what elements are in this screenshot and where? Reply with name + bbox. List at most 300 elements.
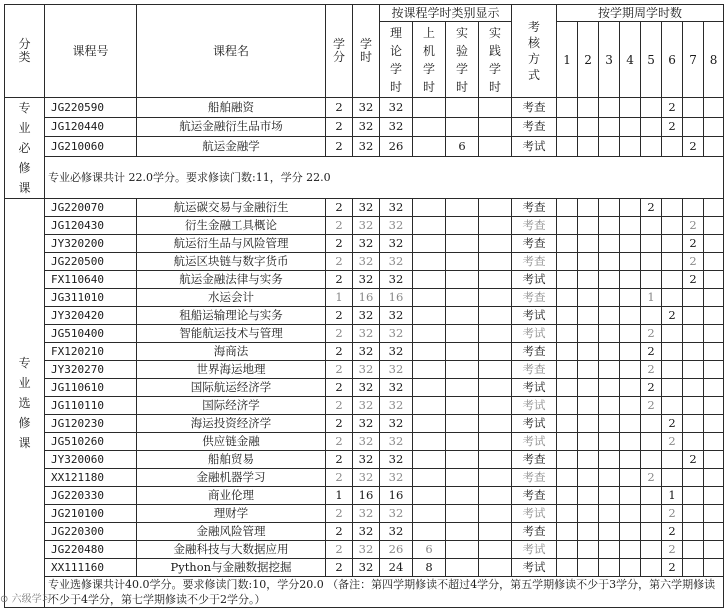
course-sem-6-hours [662, 325, 683, 343]
course-sem-8-hours [704, 451, 724, 469]
course-sem-2-hours [578, 451, 599, 469]
course-theory-hours: 32 [380, 235, 413, 253]
course-sem-4-hours [620, 289, 641, 307]
course-theory-hours: 32 [380, 415, 413, 433]
course-practice-hours [479, 523, 512, 541]
course-sem-7-hours [683, 199, 704, 217]
course-theory-hours: 32 [380, 397, 413, 415]
course-sem-4-hours [620, 541, 641, 559]
course-credit: 2 [326, 343, 353, 361]
course-hours: 32 [353, 253, 380, 271]
header-hours: 学时 [353, 5, 380, 98]
table-row [5, 559, 724, 577]
course-lab-hours [446, 397, 479, 415]
course-sem-8-hours [704, 415, 724, 433]
course-lab-hours [446, 379, 479, 397]
course-sem-3-hours [599, 343, 620, 361]
course-sem-8-hours [704, 505, 724, 523]
header-sem-8: 8 [704, 22, 724, 98]
course-sem-1-hours [557, 469, 578, 487]
table-row [5, 523, 724, 541]
course-exam-method: 考查 [512, 451, 557, 469]
course-computer-hours [413, 235, 446, 253]
course-sem-2-hours [578, 199, 599, 217]
course-lab-hours [446, 361, 479, 379]
course-theory-hours: 32 [380, 505, 413, 523]
course-sem-4-hours [620, 433, 641, 451]
header-credit: 学分 [326, 5, 353, 98]
table-row [5, 433, 724, 451]
course-sem-5-hours [641, 487, 662, 505]
course-hours: 32 [353, 523, 380, 541]
course-practice-hours [479, 98, 512, 118]
course-sem-7-hours [683, 98, 704, 118]
course-sem-1-hours [557, 217, 578, 235]
course-sem-5-hours: 2 [641, 325, 662, 343]
course-sem-1-hours [557, 523, 578, 541]
course-computer-hours: 6 [413, 541, 446, 559]
course-sem-4-hours [620, 559, 641, 577]
course-credit: 2 [326, 397, 353, 415]
course-exam-method: 考试 [512, 505, 557, 523]
course-sem-2-hours [578, 559, 599, 577]
course-theory-hours: 32 [380, 379, 413, 397]
table-row [5, 98, 724, 118]
course-name: 金融风险管理 [137, 523, 326, 541]
course-sem-3-hours [599, 379, 620, 397]
header-sem-7: 7 [683, 22, 704, 98]
course-sem-7-hours: 2 [683, 217, 704, 235]
course-hours: 32 [353, 433, 380, 451]
course-practice-hours [479, 217, 512, 235]
course-sem-1-hours [557, 379, 578, 397]
course-sem-6-hours: 1 [662, 487, 683, 505]
course-practice-hours [479, 397, 512, 415]
course-lab-hours: 6 [446, 137, 479, 157]
course-sem-3-hours [599, 117, 620, 137]
course-theory-hours: 26 [380, 541, 413, 559]
course-name: 金融科技与大数据应用 [137, 541, 326, 559]
table-row [5, 137, 724, 157]
course-sem-7-hours [683, 469, 704, 487]
course-sem-6-hours [662, 199, 683, 217]
course-code: JG220070 [45, 199, 137, 217]
course-exam-method: 考试 [512, 137, 557, 157]
course-code: XX111160 [45, 559, 137, 577]
course-sem-1-hours [557, 235, 578, 253]
course-theory-hours: 16 [380, 487, 413, 505]
header-code: 课程号 [45, 5, 137, 98]
course-code: JG220590 [45, 98, 137, 118]
course-sem-3-hours [599, 137, 620, 157]
table-row [5, 451, 724, 469]
course-exam-method: 考试 [512, 271, 557, 289]
course-credit: 2 [326, 199, 353, 217]
course-name: 航运金融衍生品市场 [137, 117, 326, 137]
course-lab-hours [446, 253, 479, 271]
course-exam-method: 考查 [512, 343, 557, 361]
course-practice-hours [479, 433, 512, 451]
course-sem-1-hours [557, 487, 578, 505]
course-sem-5-hours [641, 541, 662, 559]
course-sem-5-hours: 1 [641, 289, 662, 307]
course-credit: 2 [326, 505, 353, 523]
course-name: 商业伦理 [137, 487, 326, 505]
course-sem-8-hours [704, 469, 724, 487]
course-code: XX121180 [45, 469, 137, 487]
course-practice-hours [479, 271, 512, 289]
course-sem-2-hours [578, 541, 599, 559]
course-sem-1-hours [557, 361, 578, 379]
course-code: JY320060 [45, 451, 137, 469]
course-sem-2-hours [578, 117, 599, 137]
course-exam-method: 考试 [512, 397, 557, 415]
course-exam-method: 考查 [512, 235, 557, 253]
course-sem-3-hours [599, 451, 620, 469]
course-sem-7-hours [683, 343, 704, 361]
course-sem-3-hours [599, 505, 620, 523]
course-sem-5-hours: 2 [641, 397, 662, 415]
course-theory-hours: 32 [380, 98, 413, 118]
course-practice-hours [479, 235, 512, 253]
course-practice-hours [479, 451, 512, 469]
course-sem-1-hours [557, 415, 578, 433]
course-theory-hours: 32 [380, 451, 413, 469]
course-lab-hours [446, 433, 479, 451]
course-practice-hours [479, 379, 512, 397]
course-sem-2-hours [578, 137, 599, 157]
course-hours: 32 [353, 98, 380, 118]
course-name: Python与金融数据挖掘 [137, 559, 326, 577]
header-sem-1: 1 [557, 22, 578, 98]
course-hours: 32 [353, 379, 380, 397]
course-code: JG120440 [45, 117, 137, 137]
required-summary: 专业必修课共计 22.0学分。要求修读门数:11，学分 22.0 [45, 156, 724, 198]
course-sem-5-hours: 2 [641, 361, 662, 379]
course-sem-6-hours: 2 [662, 559, 683, 577]
course-credit: 2 [326, 451, 353, 469]
course-sem-2-hours [578, 271, 599, 289]
course-sem-4-hours [620, 253, 641, 271]
course-practice-hours [479, 559, 512, 577]
course-name: 国际经济学 [137, 397, 326, 415]
course-credit: 2 [326, 98, 353, 118]
course-lab-hours [446, 343, 479, 361]
course-sem-5-hours: 2 [641, 343, 662, 361]
course-sem-8-hours [704, 307, 724, 325]
course-sem-8-hours [704, 541, 724, 559]
course-name: 理财学 [137, 505, 326, 523]
course-sem-1-hours [557, 397, 578, 415]
header-exam: 考核方式 [512, 5, 557, 98]
elective-summary: 专业选修课共计40.0学分。要求修读门数:10，学分20.0 （备注：第四学期修读不超过4学分，第五学期修读不少于3学分，第六学期修读不少于4学分，第七学期修读不少于2学分。） [45, 577, 724, 608]
course-sem-8-hours [704, 98, 724, 118]
course-sem-3-hours [599, 289, 620, 307]
course-sem-5-hours [641, 307, 662, 325]
course-sem-3-hours [599, 253, 620, 271]
course-sem-7-hours [683, 397, 704, 415]
course-theory-hours: 32 [380, 433, 413, 451]
course-credit: 2 [326, 137, 353, 157]
table-row [5, 235, 724, 253]
course-sem-7-hours [683, 505, 704, 523]
course-hours: 32 [353, 117, 380, 137]
course-hours: 32 [353, 137, 380, 157]
course-computer-hours [413, 361, 446, 379]
course-computer-hours [413, 137, 446, 157]
course-sem-1-hours [557, 271, 578, 289]
header-sem-4: 4 [620, 22, 641, 98]
course-exam-method: 考试 [512, 559, 557, 577]
course-computer-hours [413, 307, 446, 325]
course-sem-3-hours [599, 469, 620, 487]
course-practice-hours [479, 325, 512, 343]
table-row [5, 487, 724, 505]
course-sem-2-hours [578, 397, 599, 415]
course-hours: 32 [353, 361, 380, 379]
course-sem-8-hours [704, 487, 724, 505]
course-sem-4-hours [620, 137, 641, 157]
course-code: JG120430 [45, 217, 137, 235]
course-sem-3-hours [599, 541, 620, 559]
course-exam-method: 考查 [512, 253, 557, 271]
course-sem-8-hours [704, 217, 724, 235]
course-sem-8-hours [704, 117, 724, 137]
course-exam-method: 考查 [512, 487, 557, 505]
course-name: 世界海运地理 [137, 361, 326, 379]
course-sem-4-hours [620, 343, 641, 361]
course-code: JG510260 [45, 433, 137, 451]
course-hours: 32 [353, 235, 380, 253]
course-lab-hours [446, 469, 479, 487]
course-theory-hours: 32 [380, 469, 413, 487]
course-sem-7-hours: 2 [683, 253, 704, 271]
course-sem-2-hours [578, 235, 599, 253]
course-sem-3-hours [599, 325, 620, 343]
course-hours: 32 [353, 343, 380, 361]
elective-summary-row [5, 577, 724, 608]
course-practice-hours [479, 289, 512, 307]
course-practice-hours [479, 361, 512, 379]
header-sem-6: 6 [662, 22, 683, 98]
course-sem-1-hours [557, 451, 578, 469]
watermark-icon: ⊙ [0, 594, 9, 605]
course-code: JG110110 [45, 397, 137, 415]
course-exam-method: 考查 [512, 98, 557, 118]
course-sem-1-hours [557, 433, 578, 451]
course-sem-2-hours [578, 487, 599, 505]
course-sem-3-hours [599, 361, 620, 379]
course-theory-hours: 32 [380, 523, 413, 541]
course-sem-4-hours [620, 271, 641, 289]
course-sem-7-hours: 2 [683, 271, 704, 289]
course-sem-1-hours [557, 289, 578, 307]
course-sem-1-hours [557, 559, 578, 577]
course-sem-3-hours [599, 271, 620, 289]
course-computer-hours [413, 469, 446, 487]
course-exam-method: 考查 [512, 217, 557, 235]
course-theory-hours: 16 [380, 289, 413, 307]
course-name: 航运金融学 [137, 137, 326, 157]
course-lab-hours [446, 487, 479, 505]
course-lab-hours [446, 523, 479, 541]
course-computer-hours [413, 451, 446, 469]
course-sem-5-hours [641, 523, 662, 541]
course-code: JG220480 [45, 541, 137, 559]
course-sem-7-hours [683, 325, 704, 343]
course-sem-8-hours [704, 253, 724, 271]
course-computer-hours [413, 98, 446, 118]
table-row [5, 397, 724, 415]
course-practice-hours [479, 541, 512, 559]
course-sem-8-hours [704, 397, 724, 415]
course-sem-5-hours [641, 433, 662, 451]
header-row-top [5, 5, 724, 22]
course-computer-hours [413, 289, 446, 307]
course-name: 供应链金融 [137, 433, 326, 451]
course-code: JG510400 [45, 325, 137, 343]
course-sem-1-hours [557, 541, 578, 559]
course-sem-8-hours [704, 325, 724, 343]
header-sem-5: 5 [641, 22, 662, 98]
course-sem-7-hours [683, 433, 704, 451]
course-sem-3-hours [599, 397, 620, 415]
course-computer-hours [413, 271, 446, 289]
course-credit: 2 [326, 559, 353, 577]
curriculum-table [4, 4, 723, 608]
required-category-cell [5, 98, 45, 199]
course-sem-4-hours [620, 487, 641, 505]
course-sem-4-hours [620, 98, 641, 118]
course-sem-6-hours: 2 [662, 433, 683, 451]
table-row [5, 117, 724, 137]
course-code: JG120230 [45, 415, 137, 433]
course-computer-hours [413, 505, 446, 523]
table-row [5, 307, 724, 325]
course-computer-hours: 8 [413, 559, 446, 577]
header-name: 课程名 [137, 5, 326, 98]
course-name: 智能航运技术与管理 [137, 325, 326, 343]
course-sem-5-hours [641, 137, 662, 157]
course-sem-7-hours [683, 361, 704, 379]
course-sem-7-hours [683, 289, 704, 307]
table-row [5, 343, 724, 361]
course-name: 航运区块链与数字货币 [137, 253, 326, 271]
table-row [5, 217, 724, 235]
course-computer-hours [413, 487, 446, 505]
course-exam-method: 考试 [512, 307, 557, 325]
course-sem-1-hours [557, 307, 578, 325]
course-name: 海运投资经济学 [137, 415, 326, 433]
table-row [5, 253, 724, 271]
course-computer-hours [413, 523, 446, 541]
course-practice-hours [479, 343, 512, 361]
course-sem-6-hours [662, 217, 683, 235]
course-sem-2-hours [578, 253, 599, 271]
course-sem-3-hours [599, 487, 620, 505]
course-sem-1-hours [557, 117, 578, 137]
course-exam-method: 考查 [512, 199, 557, 217]
course-sem-7-hours [683, 415, 704, 433]
course-theory-hours: 24 [380, 559, 413, 577]
course-sem-6-hours [662, 343, 683, 361]
course-sem-6-hours: 2 [662, 117, 683, 137]
course-sem-1-hours [557, 137, 578, 157]
course-sem-8-hours [704, 559, 724, 577]
course-sem-2-hours [578, 433, 599, 451]
course-computer-hours [413, 199, 446, 217]
course-computer-hours [413, 397, 446, 415]
watermark-logo [0, 590, 52, 605]
course-sem-1-hours [557, 253, 578, 271]
course-name: 海商法 [137, 343, 326, 361]
course-computer-hours [413, 217, 446, 235]
header-category: 分类 [5, 5, 45, 98]
course-sem-5-hours: 2 [641, 379, 662, 397]
course-sem-7-hours: 2 [683, 451, 704, 469]
course-hours: 32 [353, 469, 380, 487]
course-sem-6-hours: 2 [662, 523, 683, 541]
course-practice-hours [479, 199, 512, 217]
course-sem-7-hours [683, 559, 704, 577]
course-name: 衍生金融工具概论 [137, 217, 326, 235]
course-lab-hours [446, 199, 479, 217]
course-sem-8-hours [704, 433, 724, 451]
course-sem-6-hours [662, 235, 683, 253]
course-sem-3-hours [599, 217, 620, 235]
course-sem-4-hours [620, 117, 641, 137]
course-sem-5-hours: 2 [641, 199, 662, 217]
course-sem-2-hours [578, 415, 599, 433]
course-sem-2-hours [578, 343, 599, 361]
table-row [5, 415, 724, 433]
course-sem-1-hours [557, 199, 578, 217]
course-exam-method: 考试 [512, 433, 557, 451]
course-sem-3-hours [599, 523, 620, 541]
course-hours: 32 [353, 415, 380, 433]
course-credit: 2 [326, 271, 353, 289]
course-sem-7-hours [683, 307, 704, 325]
course-sem-2-hours [578, 469, 599, 487]
course-sem-1-hours [557, 505, 578, 523]
course-credit: 2 [326, 379, 353, 397]
course-lab-hours [446, 271, 479, 289]
course-exam-method: 考查 [512, 289, 557, 307]
course-sem-6-hours [662, 397, 683, 415]
course-credit: 2 [326, 325, 353, 343]
table-row [5, 361, 724, 379]
course-name: 金融机器学习 [137, 469, 326, 487]
course-sem-8-hours [704, 235, 724, 253]
course-sem-4-hours [620, 235, 641, 253]
course-sem-5-hours: 2 [641, 469, 662, 487]
course-hours: 32 [353, 397, 380, 415]
course-sem-5-hours [641, 253, 662, 271]
course-credit: 1 [326, 289, 353, 307]
course-theory-hours: 32 [380, 271, 413, 289]
course-sem-1-hours [557, 98, 578, 118]
course-computer-hours [413, 433, 446, 451]
course-code: JG311010 [45, 289, 137, 307]
required-summary-row [5, 156, 724, 198]
elective-category-label: 专业选修课 [18, 356, 31, 450]
course-sem-8-hours [704, 343, 724, 361]
table-row [5, 379, 724, 397]
course-credit: 2 [326, 433, 353, 451]
course-sem-2-hours [578, 361, 599, 379]
course-sem-6-hours: 2 [662, 541, 683, 559]
table-row [5, 199, 724, 217]
